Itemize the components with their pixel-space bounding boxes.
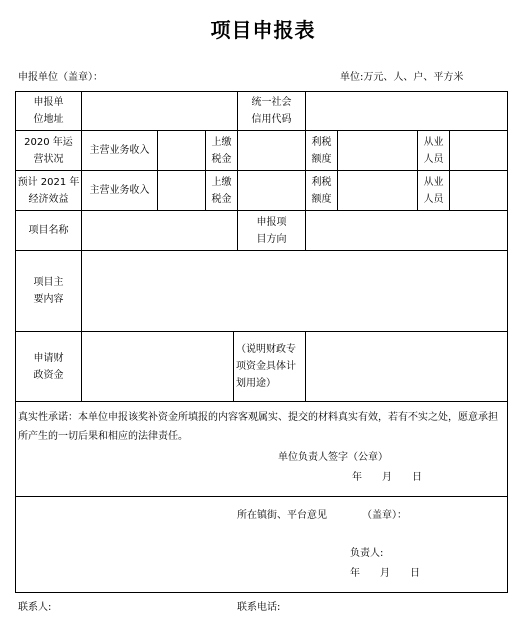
tax-paid-2021-field[interactable] xyxy=(238,171,305,210)
phone-label: 联系电话: xyxy=(237,602,281,613)
project-content-field[interactable] xyxy=(82,251,507,331)
profit-tax-label: 利税 额度 xyxy=(311,136,332,165)
applicant-unit-label: 申报单位（盖章）： xyxy=(18,72,103,83)
credit-code-label: 统一社会 信用代码 xyxy=(251,97,292,125)
street-seal-label: （盖章）： xyxy=(362,510,407,521)
address-label: 申报单 位地址 xyxy=(33,97,64,125)
row-2020-label: 2020 年运 营状况 xyxy=(24,136,73,165)
employees-label-2: 从业 人员 xyxy=(423,176,444,205)
responsible-label: 负责人: xyxy=(350,548,384,559)
tax-paid-2020-field[interactable] xyxy=(238,131,305,170)
profit-tax-2021-field[interactable] xyxy=(338,171,417,210)
project-content-label: 项目主 要内容 xyxy=(33,277,64,305)
employees-label: 从业 人员 xyxy=(423,136,444,165)
main-income-label: 主营业务收入 xyxy=(89,145,150,156)
employees-2021-field[interactable] xyxy=(450,171,507,210)
main-income-2020-field[interactable] xyxy=(158,131,205,170)
opinion-date-line: 年 月 日 xyxy=(350,568,420,579)
funds-plan-field[interactable] xyxy=(306,332,507,401)
street-opinion-label: 所在镇街、平台意见 xyxy=(237,510,327,521)
employees-2020-field[interactable] xyxy=(450,131,507,170)
project-direction-field[interactable] xyxy=(306,211,507,250)
contact-label: 联系人: xyxy=(18,602,52,613)
page-title: 项目申报表 xyxy=(210,18,316,42)
profit-tax-2020-field[interactable] xyxy=(338,131,417,170)
address-field[interactable] xyxy=(82,92,237,130)
profit-tax-label-2: 利税 额度 xyxy=(311,176,332,205)
main-income-label-2: 主营业务收入 xyxy=(89,185,150,196)
promise-date-line: 年 月 日 xyxy=(352,472,422,483)
funds-plan-note: （说明财政专 项资金具体计 划用途） xyxy=(236,344,296,389)
project-name-field[interactable] xyxy=(82,211,237,250)
credit-code-field[interactable] xyxy=(306,92,507,130)
tax-paid-label-2: 上缴 税金 xyxy=(211,176,232,205)
tax-paid-label: 上缴 税金 xyxy=(211,136,232,165)
signature-label: 单位负责人签字（公章） xyxy=(278,452,388,463)
integrity-promise-text: 真实性承诺：本单位申报该奖补资金所填报的内容客观属实、提交的材料真实有效，若有不实之处，愿意承担所产生的一切后果和相应的法律责任。 xyxy=(18,412,498,442)
main-income-2021-field[interactable] xyxy=(158,171,205,210)
unit-note: 单位:万元、人、户、平方米 xyxy=(340,72,464,83)
apply-funds-field[interactable] xyxy=(82,332,233,401)
project-direction-label: 申报项 目方向 xyxy=(256,216,287,245)
project-name-label: 项目名称 xyxy=(28,225,69,236)
apply-funds-label: 申请财 政资金 xyxy=(33,352,64,381)
row-2021-label: 预计 2021 年 经济效益 xyxy=(17,176,80,205)
